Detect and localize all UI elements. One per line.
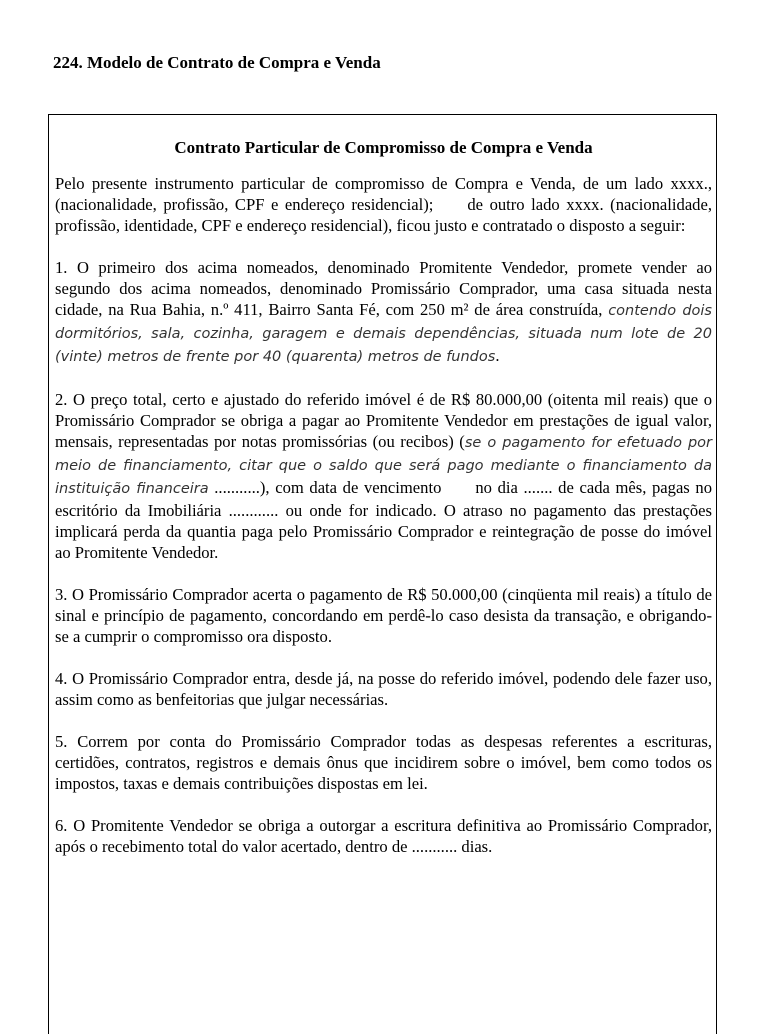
contract-body bbox=[55, 136, 712, 878]
document-heading: 224. Modelo de Contrato de Compra e Venda bbox=[53, 53, 381, 72]
clause-2-text-d: no dia ....... de cada mês, pagas no escritório da Imobiliária ............ ou onde for indicado. O atraso no pagamento das prestações implicará perda da quantia paga pelo Promissário Comprador e reintegração de posse do imóvel ao Promitente Vendedor. bbox=[55, 478, 712, 562]
clause-4: 4. O Promissário Comprador entra, desde já, na posse do referido imóvel, podendo dele fazer uso, assim como as benfeitorias que julgar necessárias. bbox=[55, 669, 712, 709]
clause-2 bbox=[55, 389, 712, 563]
clause-2-text-c: ...........), com data de vencimento bbox=[214, 478, 442, 497]
clause-1 bbox=[55, 257, 712, 368]
clause-5: 5. Correm por conta do Promissário Comprador todas as despesas referentes a escrituras, certidões, contratos, registros e demais ônus que incidirem sobre o imóvel, bem como todos os impostos, taxas e demais contribuições dispostas em lei. bbox=[55, 732, 712, 793]
intro-paragraph bbox=[55, 173, 712, 236]
clause-2-text: 2. O preço total, certo e ajustado do referido imóvel é de R$ 80.000,00 (oitenta mil reais) que o Promissário Comprador se obriga a pagar ao Promitente Vendedor em prestações de igual valor, mensais, representadas por notas promissórias (ou recibos) ( bbox=[55, 390, 712, 451]
intro-text-b: de outro lado xxxx. (nacionalidade, profissão, identidade, CPF e endereço residencial), ficou justo e contratado o disposto a seguir: bbox=[55, 195, 712, 235]
clause-1-end: . bbox=[495, 346, 500, 365]
clause-1-text: 1. O primeiro dos acima nomeados, denominado Promitente Vendedor, promete vender ao segundo dos acima nomeados, denominado Promissário Comprador, uma casa situada nesta cidade, na Rua Bahia, n.º 411, Bairro Santa Fé, com 250 m² de área construída, bbox=[55, 258, 712, 319]
clause-2-italic: se o pagamento for efetuado por meio de financiamento, citar que o saldo que será pago mediante o financiamento da instituição financeira bbox=[55, 435, 713, 497]
clause-3: 3. O Promissário Comprador acerta o pagamento de R$ 50.000,00 (cinqüenta mil reais) a título de sinal e princípio de pagamento, concordando em perdê-lo caso desista da transação, e obrigando-se a cumprir o compromisso ora disposto. bbox=[55, 585, 712, 646]
clause-1-italic: contendo dois dormitórios, sala, cozinha, garagem e demais dependências, situada num lote de 20 (vinte) metros de frente por 40 (quarenta) metros de fundos bbox=[55, 303, 712, 365]
clause-6: 6. O Promitente Vendedor se obriga a outorgar a escritura definitiva ao Promissário Comprador, após o recebimento total do valor acertado, dentro de ........... dias. bbox=[55, 816, 712, 856]
contract-title: Contrato Particular de Compromisso de Compra e Venda bbox=[174, 138, 593, 157]
intro-text-a: Pelo presente instrumento particular de compromisso de Compra e Venda, de um lado xxxx., (nacionalidade, profissão, CPF e endereço residencial); bbox=[55, 174, 712, 214]
